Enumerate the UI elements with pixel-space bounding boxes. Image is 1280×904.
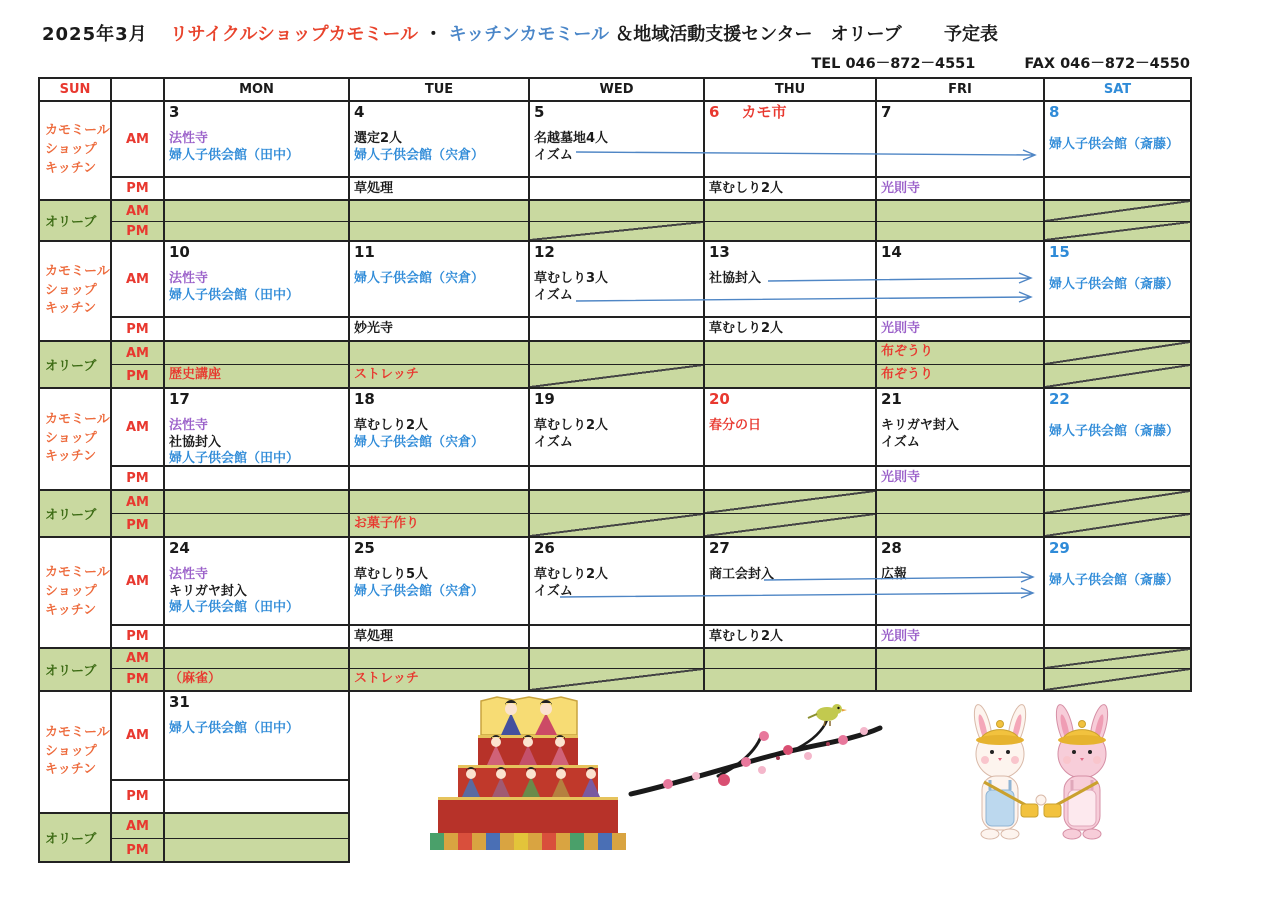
event-text: イズム <box>534 287 573 303</box>
week-3 <box>40 389 1192 538</box>
label-olive: オリーブ <box>40 649 112 692</box>
event-text: 名越墓地4人 <box>534 131 609 146</box>
olive-am-mon <box>165 814 350 839</box>
header-sat: SAT <box>1045 79 1192 102</box>
event-text: 光則寺 <box>881 470 921 485</box>
event-text: 布ぞうり <box>881 344 934 359</box>
event-text: イズム <box>534 147 573 163</box>
label-chamomile-line: カモミール <box>45 411 110 427</box>
event-text: 光則寺 <box>881 181 921 196</box>
event-text: 婦人子供会館（田中） <box>169 451 300 466</box>
olive-pm-mon <box>165 222 350 242</box>
day-3-pm-cell <box>165 178 350 201</box>
olive-pm-tue <box>350 669 530 692</box>
day-number: 7 <box>881 103 892 121</box>
day-7-pm-cell <box>877 178 1045 201</box>
day-8-am-cell <box>1045 102 1192 178</box>
day-10-am-cell <box>165 242 350 318</box>
day-24-am-cell <box>165 538 350 626</box>
event-text: 草むしり2人 <box>534 418 609 433</box>
label-pm: PM <box>112 178 165 201</box>
olive-am-fri <box>877 342 1045 365</box>
event-text: 婦人子供会館（宍倉） <box>354 147 485 163</box>
event-text: キリガヤ封入 <box>881 418 959 433</box>
olive-pm-tue <box>350 514 530 538</box>
day-27-am-cell <box>705 538 877 626</box>
day-number: 18 <box>354 390 375 408</box>
day-19-pm-cell <box>530 467 705 491</box>
day-number: 8 <box>1049 103 1060 121</box>
header-sun: SUN <box>40 79 112 102</box>
olive-am-mon <box>165 342 350 365</box>
label-chamomile-line: ショップ <box>45 282 97 298</box>
title-month: 2025年3月 <box>42 24 148 45</box>
label-am: AM <box>112 389 165 467</box>
event-text: 婦人子供会館（斎藤） <box>1049 137 1180 152</box>
label-chamomile <box>40 102 112 201</box>
header-fri: FRI <box>877 79 1045 102</box>
olive-am-fri <box>877 201 1045 222</box>
olive-am-fri <box>877 491 1045 514</box>
olive-am-tue <box>350 342 530 365</box>
event-text: 布ぞうり <box>881 367 934 382</box>
event-text: （麻雀） <box>169 671 222 686</box>
week-5 <box>40 692 1192 863</box>
event-text: 法性寺 <box>169 567 209 582</box>
day-number: 15 <box>1049 243 1070 261</box>
label-olive-pm: PM <box>112 222 165 242</box>
event-text: 光則寺 <box>881 321 921 336</box>
tel-number: TEL 046－872－4551 <box>811 56 976 72</box>
label-pm: PM <box>112 467 165 491</box>
olive-pm-thu <box>705 669 877 692</box>
day-number: 26 <box>534 539 555 557</box>
event-text: 婦人子供会館（田中） <box>169 287 300 303</box>
day-15-am-cell <box>1045 242 1192 318</box>
olive-pm-wed <box>530 222 705 242</box>
label-am: AM <box>112 242 165 318</box>
label-olive-pm: PM <box>112 365 165 389</box>
label-chamomile-line: キッチン <box>45 762 97 778</box>
event-text: 婦人子供会館（田中） <box>169 600 300 615</box>
label-chamomile-line: カモミール <box>45 263 110 279</box>
label-olive-pm: PM <box>112 839 165 863</box>
day-number: 27 <box>709 539 730 557</box>
event-text: 草むしり2人 <box>709 629 784 644</box>
olive-am-thu <box>705 342 877 365</box>
event-text: 春分の日 <box>709 418 762 433</box>
label-olive: オリーブ <box>40 814 112 863</box>
header-wed: WED <box>530 79 705 102</box>
olive-am-mon <box>165 649 350 669</box>
day-8-pm-cell <box>1045 178 1192 201</box>
label-olive: オリーブ <box>40 342 112 389</box>
day-7-am-cell <box>877 102 1045 178</box>
label-olive-am: AM <box>112 491 165 514</box>
olive-pm-thu <box>705 222 877 242</box>
day-number: 14 <box>881 243 902 261</box>
event-text: 社協封入 <box>709 271 762 286</box>
olive-pm-tue <box>350 365 530 389</box>
event-text: ストレッチ <box>354 367 419 382</box>
olive-pm-fri <box>877 669 1045 692</box>
event-text: 光則寺 <box>881 629 921 644</box>
day-number: 24 <box>169 539 190 557</box>
olive-am-thu <box>705 649 877 669</box>
label-chamomile-line: キッチン <box>45 160 97 176</box>
day-28-pm-cell <box>877 626 1045 649</box>
day-5-pm-cell <box>530 178 705 201</box>
day-22-pm-cell <box>1045 467 1192 491</box>
olive-am-wed <box>530 201 705 222</box>
olive-am-tue <box>350 491 530 514</box>
label-chamomile-line: キッチン <box>45 602 97 618</box>
day-21-pm-cell <box>877 467 1045 491</box>
label-olive-am: AM <box>112 814 165 839</box>
day-29-pm-cell <box>1045 626 1192 649</box>
event-text: 歴史講座 <box>169 367 222 382</box>
olive-pm-thu <box>705 365 877 389</box>
day-19-am-cell <box>530 389 705 467</box>
fax-number: FAX 046－872－4550 <box>1024 56 1190 72</box>
week-4 <box>40 538 1192 692</box>
day-number: 11 <box>354 243 375 261</box>
day-number: 12 <box>534 243 555 261</box>
event-text: 草むしり3人 <box>534 271 609 286</box>
day-14-am-cell <box>877 242 1045 318</box>
day-26-am-cell <box>530 538 705 626</box>
label-chamomile-line: ショップ <box>45 743 97 759</box>
day-27-pm-cell <box>705 626 877 649</box>
label-chamomile-line: カモミール <box>45 724 110 740</box>
day-21-am-cell <box>877 389 1045 467</box>
title-dot: ・ <box>424 24 443 45</box>
olive-pm-wed <box>530 669 705 692</box>
header-tue: TUE <box>350 79 530 102</box>
olive-pm-wed <box>530 514 705 538</box>
olive-am-wed <box>530 491 705 514</box>
event-text: キリガヤ封入 <box>169 583 247 599</box>
olive-pm-mon <box>165 514 350 538</box>
header-thu: THU <box>705 79 877 102</box>
day-12-am-cell <box>530 242 705 318</box>
event-text: 婦人子供会館（田中） <box>169 721 300 736</box>
event-text: 法性寺 <box>169 418 209 433</box>
label-olive-am: AM <box>112 201 165 222</box>
label-chamomile-line: キッチン <box>45 301 97 317</box>
label-chamomile <box>40 538 112 649</box>
title-recycle-shop: リサイクルショップカモミール <box>169 24 419 45</box>
day-11-pm-cell <box>350 318 530 342</box>
label-am: AM <box>112 538 165 626</box>
day-number: 5 <box>534 103 545 121</box>
olive-am-mon <box>165 491 350 514</box>
weeks-container <box>40 102 1192 863</box>
olive-pm-fri <box>877 514 1045 538</box>
event-text: 草むしり2人 <box>354 418 429 433</box>
day-6-am-cell <box>705 102 877 178</box>
day-14-pm-cell <box>877 318 1045 342</box>
olive-am-tue <box>350 649 530 669</box>
event-text: 草むしり2人 <box>709 181 784 196</box>
olive-am-tue <box>350 201 530 222</box>
olive-am-mon <box>165 201 350 222</box>
label-chamomile-line: カモミール <box>45 565 110 581</box>
event-text: 法性寺 <box>169 271 209 286</box>
event-text: 婦人子供会館（宍倉） <box>354 271 485 286</box>
label-olive-am: AM <box>112 342 165 365</box>
olive-am-thu <box>705 491 877 514</box>
event-text: 商工会封入 <box>709 567 775 582</box>
event-text: 選定2人 <box>354 131 403 146</box>
event-text: ストレッチ <box>354 671 419 686</box>
label-olive-am: AM <box>112 649 165 669</box>
title-kitchen: キッチンカモミール <box>448 24 609 45</box>
label-pm: PM <box>112 318 165 342</box>
contact-info <box>811 52 1190 73</box>
event-text: 妙光寺 <box>354 321 394 336</box>
olive-am-thu <box>705 201 877 222</box>
event-text: 婦人子供会館（斎藤） <box>1049 277 1180 292</box>
event-text: 広報 <box>881 567 908 582</box>
day-31-am-cell <box>165 692 350 781</box>
olive-pm-sat <box>1045 514 1192 538</box>
event-text: イズム <box>534 434 573 450</box>
day-number: 10 <box>169 243 190 261</box>
day-29-am-cell <box>1045 538 1192 626</box>
day-24-pm-cell <box>165 626 350 649</box>
event-text: 草処理 <box>354 629 394 644</box>
olive-am-wed <box>530 342 705 365</box>
olive-am-sat <box>1045 342 1192 365</box>
label-olive: オリーブ <box>40 201 112 242</box>
event-text: 社協封入 <box>169 434 222 450</box>
day-18-am-cell <box>350 389 530 467</box>
day-3-am-cell <box>165 102 350 178</box>
day-number: 28 <box>881 539 902 557</box>
day-11-am-cell <box>350 242 530 318</box>
event-text: イズム <box>881 434 920 450</box>
day-5-am-cell <box>530 102 705 178</box>
event-text: 婦人子供会館（斎藤） <box>1049 573 1180 588</box>
label-olive-pm: PM <box>112 669 165 692</box>
weekday-header-row <box>40 79 1192 102</box>
schedule-table <box>38 77 1192 863</box>
day-13-am-cell <box>705 242 877 318</box>
page-title <box>42 20 998 46</box>
day-18-pm-cell <box>350 467 530 491</box>
day-number: 19 <box>534 390 555 408</box>
olive-pm-sat <box>1045 222 1192 242</box>
event-text: 草むしり2人 <box>534 567 609 582</box>
title-schedule-label: 予定表 <box>943 24 998 45</box>
week-2 <box>40 242 1192 389</box>
label-chamomile-line: ショップ <box>45 142 97 158</box>
label-chamomile-line: ショップ <box>45 584 97 600</box>
olive-pm-mon <box>165 669 350 692</box>
event-text: 婦人子供会館（宍倉） <box>354 583 485 599</box>
label-chamomile <box>40 692 112 814</box>
label-am: AM <box>112 692 165 781</box>
label-chamomile-line: カモミール <box>45 123 110 139</box>
event-text: お菓子作り <box>354 516 420 531</box>
week-1 <box>40 102 1192 242</box>
olive-am-sat <box>1045 649 1192 669</box>
day-12-pm-cell <box>530 318 705 342</box>
event-text: 草処理 <box>354 181 394 196</box>
day-number: 4 <box>354 103 365 121</box>
day-number: 17 <box>169 390 190 408</box>
day-20-am-cell <box>705 389 877 467</box>
header-mon: MON <box>165 79 350 102</box>
day-number: 20 <box>709 390 730 408</box>
day-number: 25 <box>354 539 375 557</box>
day-13-pm-cell <box>705 318 877 342</box>
label-am: AM <box>112 102 165 178</box>
label-pm: PM <box>112 781 165 814</box>
title-support-center: ＆地域活動支援センター オリーブ <box>615 24 902 45</box>
day-20-pm-cell <box>705 467 877 491</box>
label-chamomile <box>40 242 112 342</box>
label-chamomile-line: キッチン <box>45 449 97 465</box>
day-note: カモ市 <box>741 103 787 121</box>
day-17-am-cell <box>165 389 350 467</box>
event-text: 婦人子供会館（斎藤） <box>1049 424 1180 439</box>
olive-pm-tue <box>350 222 530 242</box>
day-4-am-cell <box>350 102 530 178</box>
olive-pm-mon <box>165 365 350 389</box>
day-number: 6 カモ市 <box>709 103 787 121</box>
day-25-am-cell <box>350 538 530 626</box>
day-number: 13 <box>709 243 730 261</box>
olive-pm-sat <box>1045 365 1192 389</box>
day-22-am-cell <box>1045 389 1192 467</box>
event-text: 法性寺 <box>169 131 209 146</box>
label-olive: オリーブ <box>40 491 112 538</box>
label-chamomile-line: ショップ <box>45 430 97 446</box>
day-number: 29 <box>1049 539 1070 557</box>
label-pm: PM <box>112 626 165 649</box>
olive-pm-thu <box>705 514 877 538</box>
event-text: 婦人子供会館（田中） <box>169 147 300 163</box>
olive-am-sat <box>1045 201 1192 222</box>
olive-am-fri <box>877 649 1045 669</box>
event-text: 草むしり2人 <box>709 321 784 336</box>
event-text: イズム <box>534 583 573 599</box>
day-28-am-cell <box>877 538 1045 626</box>
olive-pm-fri <box>877 365 1045 389</box>
label-chamomile <box>40 389 112 491</box>
olive-am-sat <box>1045 491 1192 514</box>
olive-pm-mon <box>165 839 350 863</box>
day-10-pm-cell <box>165 318 350 342</box>
day-6-pm-cell <box>705 178 877 201</box>
day-4-pm-cell <box>350 178 530 201</box>
olive-am-wed <box>530 649 705 669</box>
day-25-pm-cell <box>350 626 530 649</box>
olive-pm-fri <box>877 222 1045 242</box>
event-text: 草むしり5人 <box>354 567 429 582</box>
day-17-pm-cell <box>165 467 350 491</box>
day-31-pm-cell <box>165 781 350 814</box>
day-number: 21 <box>881 390 902 408</box>
day-number: 31 <box>169 693 190 711</box>
event-text: 婦人子供会館（宍倉） <box>354 434 485 450</box>
day-15-pm-cell <box>1045 318 1192 342</box>
header-blank <box>112 79 165 102</box>
day-number: 22 <box>1049 390 1070 408</box>
label-olive-pm: PM <box>112 514 165 538</box>
day-number: 3 <box>169 103 180 121</box>
olive-pm-wed <box>530 365 705 389</box>
day-26-pm-cell <box>530 626 705 649</box>
olive-pm-sat <box>1045 669 1192 692</box>
